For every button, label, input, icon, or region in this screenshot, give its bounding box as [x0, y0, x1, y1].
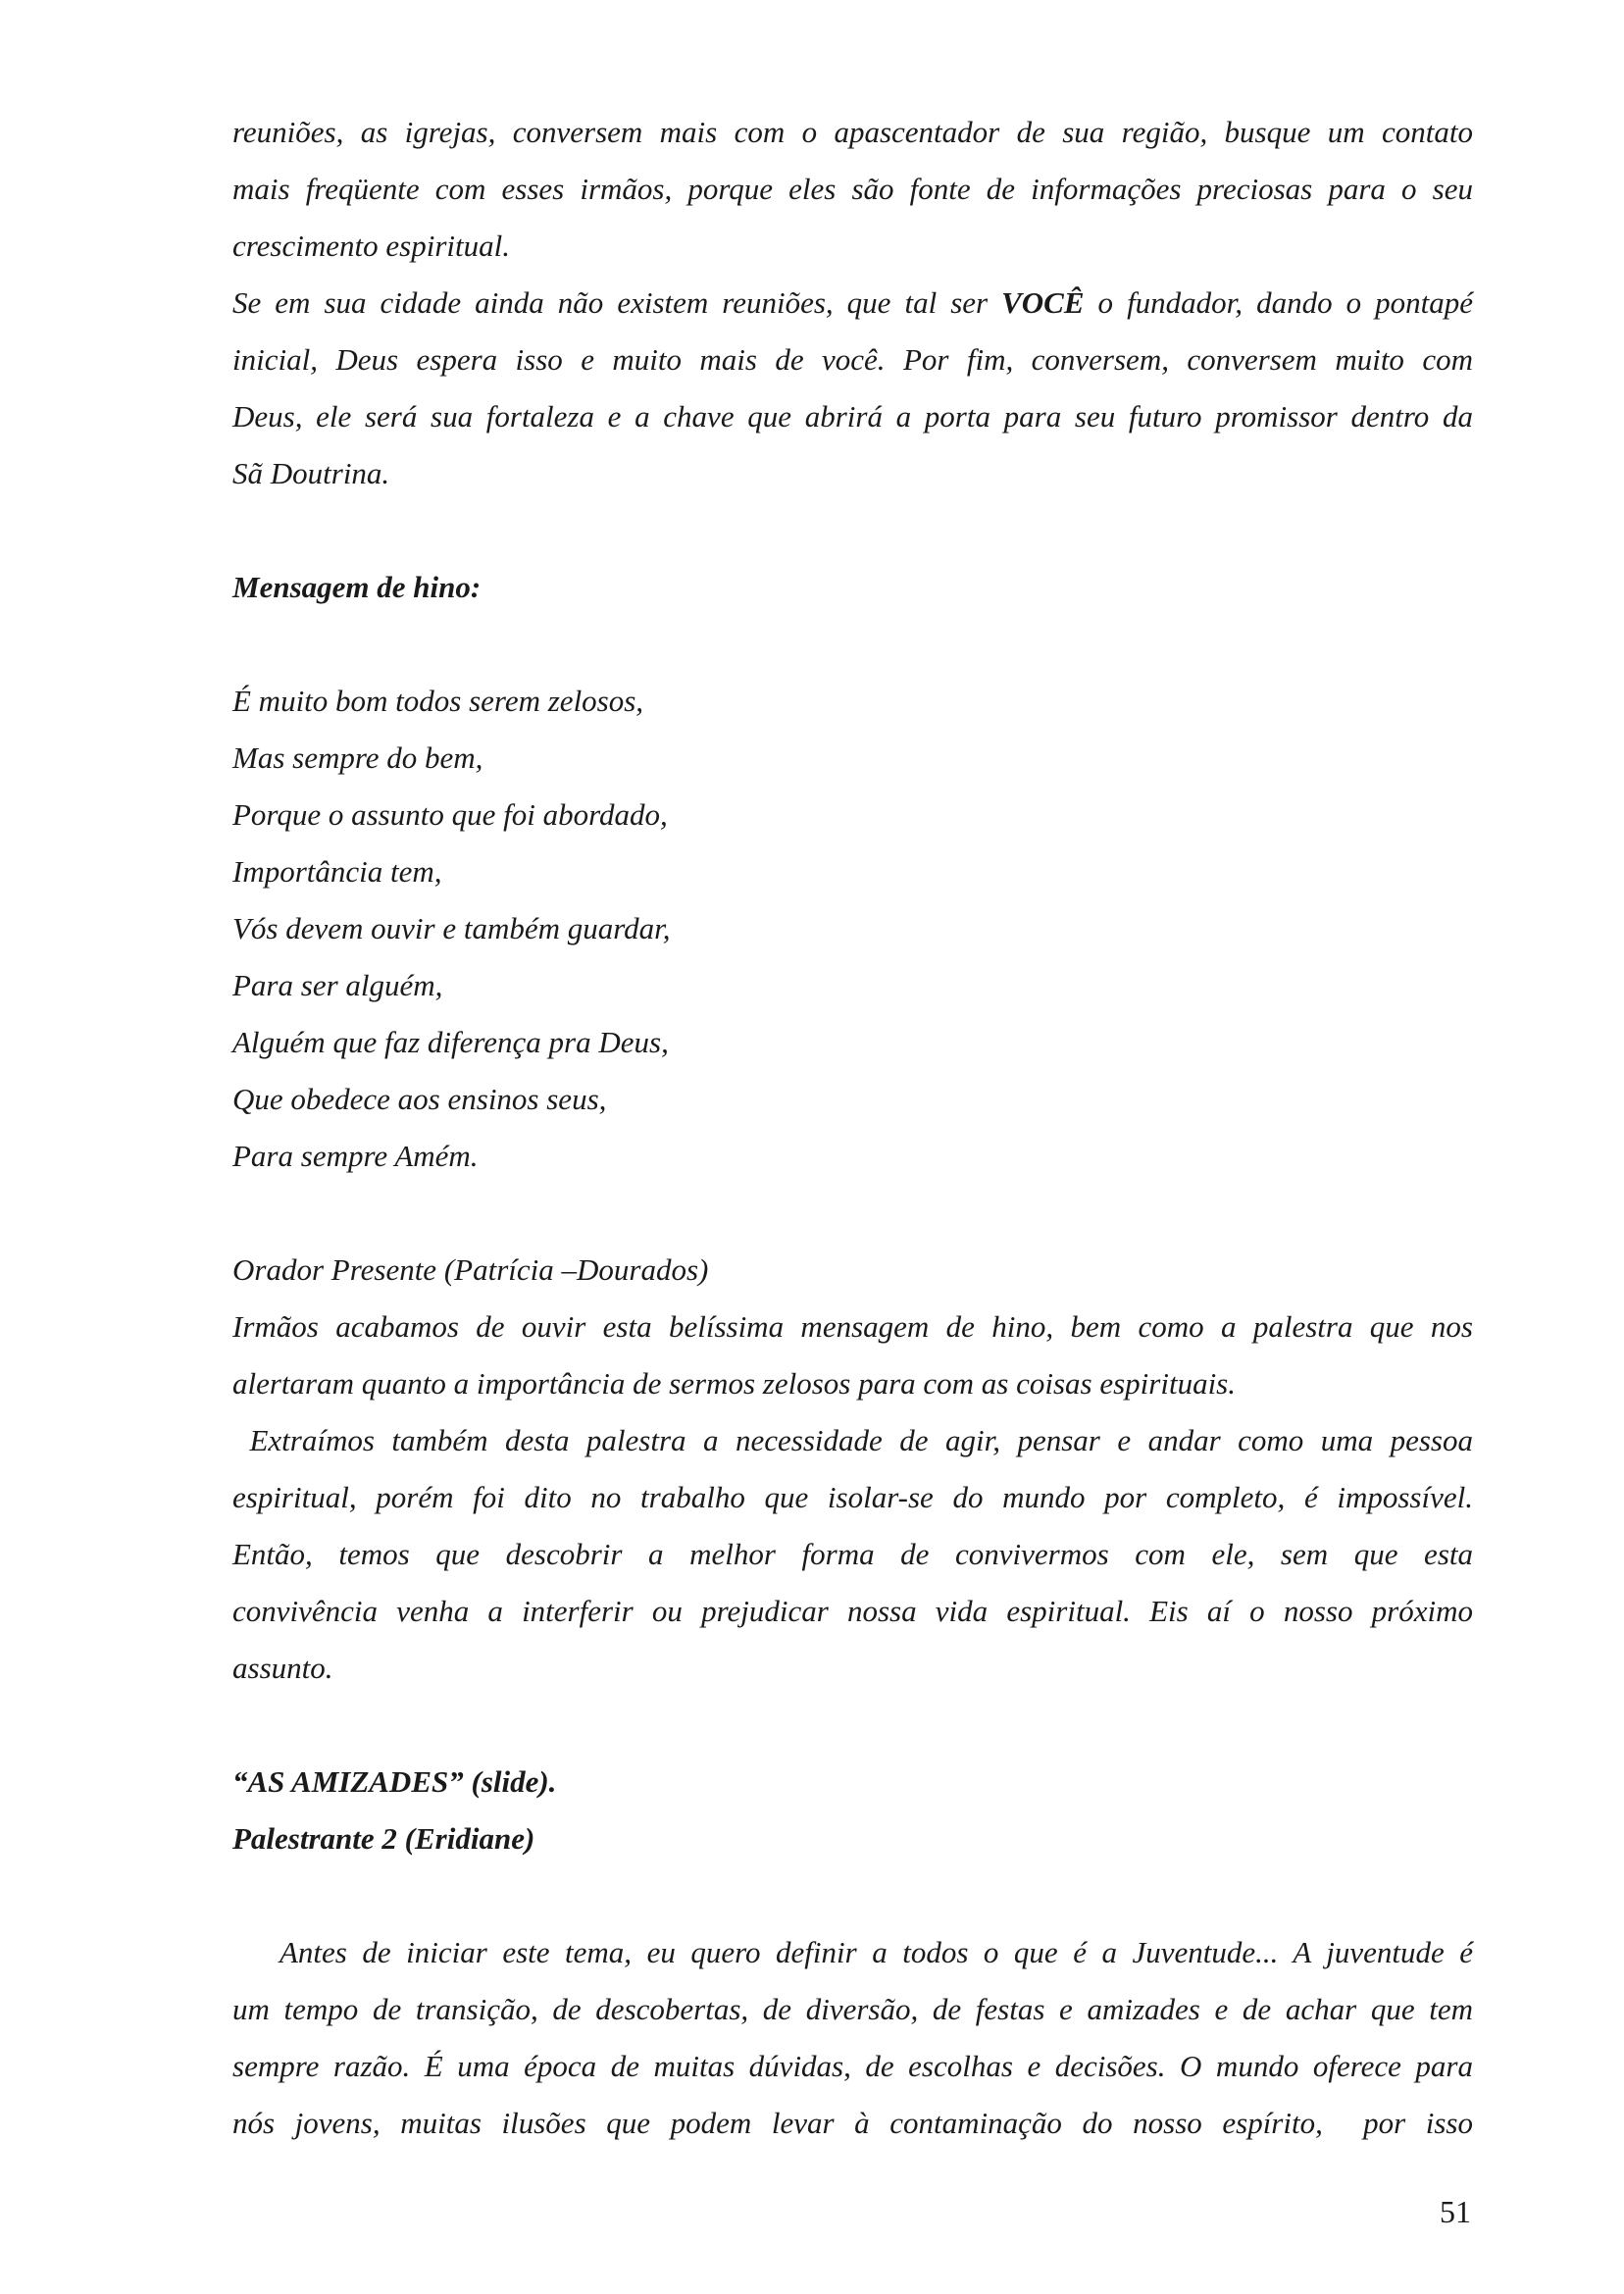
- hymn-verse: Mas sempre do bem,: [232, 740, 483, 775]
- hymn-verse: É muito bom todos serem zelosos,: [232, 684, 644, 718]
- paragraph-2-text-start: Se em sua cidade ainda não existem reuniões, que tal ser: [232, 285, 1002, 320]
- page-number: 51: [1440, 2194, 1471, 2229]
- topic-speaker: Palestrante 2 (Eridiane): [232, 1821, 535, 1856]
- hymn-verse: Para ser alguém,: [232, 968, 443, 1002]
- paragraph-2-text-end: o fundador, dando o pontapé: [1084, 285, 1473, 320]
- paragraph-2-line-3: Deus, ele será sua fortaleza e a chave que abrirá a porta para seu futuro promissor dentro da: [232, 399, 1473, 433]
- talk-line: Antes de iniciar este tema, eu quero definir a todos o que é a Juventude... A juventude é: [279, 1935, 1473, 1969]
- hymn-verse: Para sempre Amém.: [232, 1139, 479, 1173]
- paragraph-1-line-2: mais freqüente com esses irmãos, porque eles são fonte de informações preciosas para o seu: [232, 172, 1473, 206]
- paragraph-2-line-2: inicial, Deus espera isso e muito mais de você. Por fim, conversem, conversem muito com: [232, 342, 1473, 377]
- speaker-line: espiritual, porém foi dito no trabalho que isolar-se do mundo por completo, é impossível.: [232, 1480, 1473, 1514]
- hymn-verse: Porque o assunto que foi abordado,: [232, 797, 668, 832]
- paragraph-2-line-4: Sã Doutrina.: [232, 456, 390, 490]
- speaker-line: alertaram quanto a importância de sermos zelosos para com as coisas espirituais.: [232, 1366, 1236, 1401]
- paragraph-1-line-3: crescimento espiritual.: [232, 229, 510, 263]
- talk-line: nós jovens, muitas ilusões que podem levar à contaminação do nosso espírito, por isso: [232, 2106, 1473, 2140]
- hymn-verse: Que obedece aos ensinos seus,: [232, 1082, 607, 1116]
- emphasis-voce: VOCÊ: [1001, 285, 1085, 320]
- hymn-verse: Vós devem ouvir e também guardar,: [232, 911, 671, 945]
- hymn-verse: Importância tem,: [232, 854, 442, 889]
- speaker-line: assunto.: [232, 1651, 333, 1685]
- topic-title: “AS AMIZADES” (slide).: [232, 1764, 557, 1799]
- hymn-heading: Mensagem de hino:: [232, 570, 482, 604]
- speaker-line: convivência venha a interferir ou prejudicar nossa vida espiritual. Eis aí o nosso próximo: [232, 1594, 1473, 1628]
- speaker-heading: Orador Presente (Patrícia –Dourados): [232, 1252, 709, 1287]
- hymn-verse: Alguém que faz diferença pra Deus,: [232, 1025, 669, 1059]
- talk-line: sempre razão. É uma época de muitas dúvidas, de escolhas e decisões. O mundo oferece para: [232, 2049, 1473, 2083]
- paragraph-1-line-1: reuniões, as igrejas, conversem mais com o apascentador de sua região, busque um contato: [232, 115, 1473, 149]
- speaker-line: Irmãos acabamos de ouvir esta belíssima mensagem de hino, bem como a palestra que nos: [232, 1309, 1473, 1344]
- talk-line: um tempo de transição, de descobertas, de diversão, de festas e amizades e de achar que tem: [232, 1992, 1473, 2026]
- speaker-line: Então, temos que descobrir a melhor forma de convivermos com ele, sem que esta: [232, 1537, 1473, 1571]
- speaker-line: Extraímos também desta palestra a necessidade de agir, pensar e andar como uma pessoa: [232, 1423, 1473, 1457]
